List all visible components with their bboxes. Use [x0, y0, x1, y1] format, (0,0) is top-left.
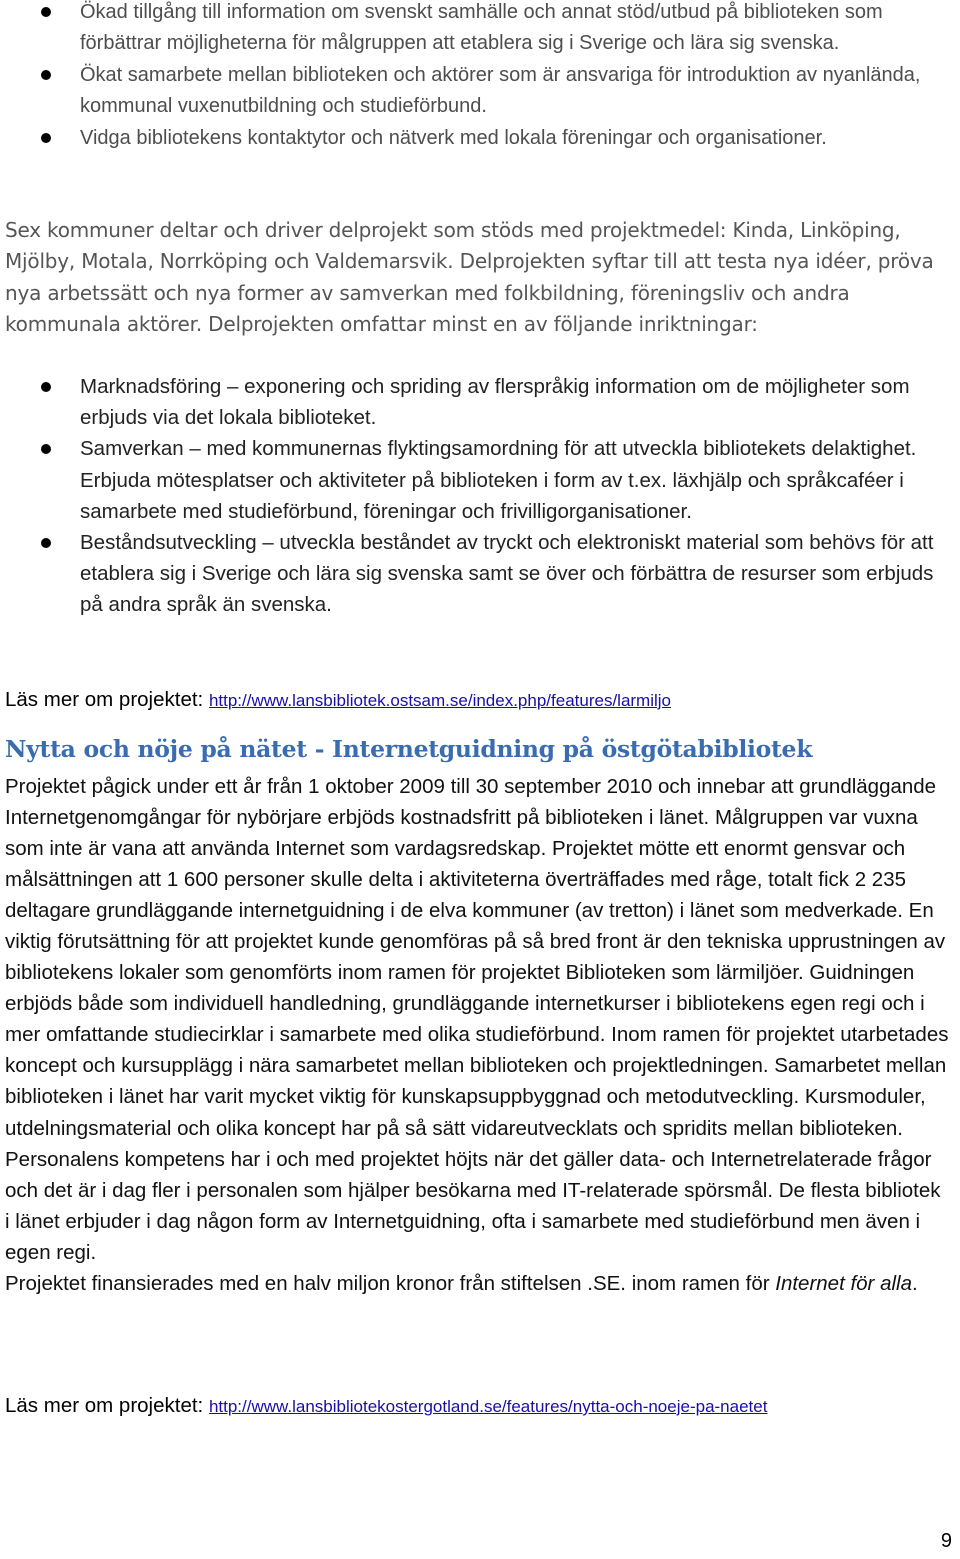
list-item	[0, 0, 960, 60]
section-body	[5, 771, 950, 1299]
bullet-text: Samverkan – med kommunernas flyktingsamordning för att utveckla bibliotekets delaktighet. Erbjuda mötesplatser och aktiviteter på biblioteken i form av t.ex. läxhjälp och språkcaféer i samarbete med studieförbund, föreningar och frivilligorganisationer.	[80, 437, 917, 523]
bullet-text: Ökad tillgång till information om svenskt samhälle och annat stöd/utbud på biblioteken som förbättrar möjligheterna för målgruppen att etablera sig i Sverige och lära sig svenska.	[80, 1, 883, 55]
project-link[interactable]: http://www.lansbibliotek.ostsam.se/index.php/features/larmiljo	[208, 691, 672, 710]
bullet-icon	[41, 444, 51, 454]
goal-bullet-list	[0, 0, 960, 154]
bullet-text: Ökat samarbete mellan biblioteken och aktörer som är ansvariga för introduktion av nyanlända, kommunal vuxenutbildning och studieförbund.	[80, 63, 921, 118]
list-item	[0, 527, 960, 621]
bullet-icon	[41, 133, 51, 143]
list-item	[0, 60, 960, 123]
bullet-text: Beståndsutveckling – utveckla beståndet av tryckt och elektroniskt material som behövs för att etablera sig i Sverige och lära sig svenska samt se över och förbättra de resurser som erbjuds på andra språk än svenska.	[80, 531, 934, 617]
read-more-line	[5, 686, 671, 715]
bullet-text: Marknadsföring – exponering och spriding av flerspråkig information om de möjligheter som erbjuds via det lokala biblioteket.	[80, 375, 910, 430]
bullet-icon	[41, 7, 51, 17]
list-item	[0, 123, 960, 154]
funding-paragraph	[5, 1268, 950, 1299]
page-number: 9	[940, 1530, 952, 1552]
intro-paragraph: Sex kommuner deltar och driver delprojekt som stöds med projektmedel: Kinda, Linköping, Mjölby, Motala, Norrköping och Valdemarsvik. Delprojekten syftar till att testa nya idéer, pröva nya arbetssätt och nya former av samverkan med folkbildning, föreningsliv och andra kommunala aktörer. Delprojekten omfattar minst en av följande inriktningar:	[5, 218, 934, 337]
bullet-icon	[41, 538, 51, 548]
read-more-label: Läs mer om projektet:	[5, 688, 204, 711]
list-item	[0, 433, 960, 527]
funding-text: Projektet finansierades med en halv miljon kronor från stiftelsen .SE. inom ramen för	[5, 1271, 770, 1295]
read-more-label: Läs mer om projektet:	[5, 1394, 204, 1417]
project-link[interactable]: http://www.lansbibliotekostergotland.se/features/nytta-och-noeje-pa-naetet	[208, 1397, 768, 1416]
funding-program: Internet för alla	[775, 1271, 912, 1295]
bullet-icon	[41, 382, 51, 392]
bullet-text: Vidga bibliotekens kontaktytor och nätverk med lokala föreningar och organisationer.	[80, 126, 827, 149]
list-item	[0, 371, 960, 433]
funding-end: .	[912, 1271, 918, 1295]
read-more-line	[5, 1392, 767, 1421]
bullet-icon	[41, 70, 51, 80]
body-paragraph: Projektet pågick under ett år från 1 oktober 2009 till 30 september 2010 och innebar att grundläggande Internetgenomgångar för nybörjare erbjöds kostnadsfritt på biblioteken i länet. Målgruppen var vuxna som inte är vana att använda Internet som vardagsredskap. Projektet mötte ett enormt gensvar och målsättningen att 1 600 personer skulle delta i aktiviteterna överträffades med råge, totalt fick 2 235 deltagare grundläggande internetguidning i de elva kommuner (av tretton) i länet som medverkade. En viktig förutsättning för att projektet kunde genomföras på så bred front är den tekniska upprustningen av bibliotekens lokaler som genomförts inom ramen för projektet Biblioteken som lärmiljöer. Guidningen erbjöds både som individuell handledning, grundläggande internetkurser i bibliotekens egen regi och i mer omfattande studiecirklar i samarbete med olika studieförbund. Inom ramen för projektet utarbetades koncept och kursupplägg i nära samarbetet mellan biblioteken och projektledningen. Samarbetet mellan biblioteken i länet har varit mycket viktig för kunskapsuppbyggnad och metodutveckling. Kursmoduler, utdelningsmaterial och olika koncept har på så sätt vidareutvecklats och spridits mellan biblioteken. Personalens kompetens har i och med projektet höjts när det gäller data- och Internetrelaterade frågor och det är i dag fler i personalen som hjälper besökarna med IT-relaterade spörsmål. De flesta bibliotek i länet erbjuder i dag någon form av Internetguidning, ofta i samarbete med studieförbund men även i egen regi.	[5, 775, 949, 1264]
section-heading: Nytta och nöje på nätet - Internetguidning på östgötabibliotek	[5, 735, 813, 763]
focus-bullet-list	[0, 371, 960, 621]
